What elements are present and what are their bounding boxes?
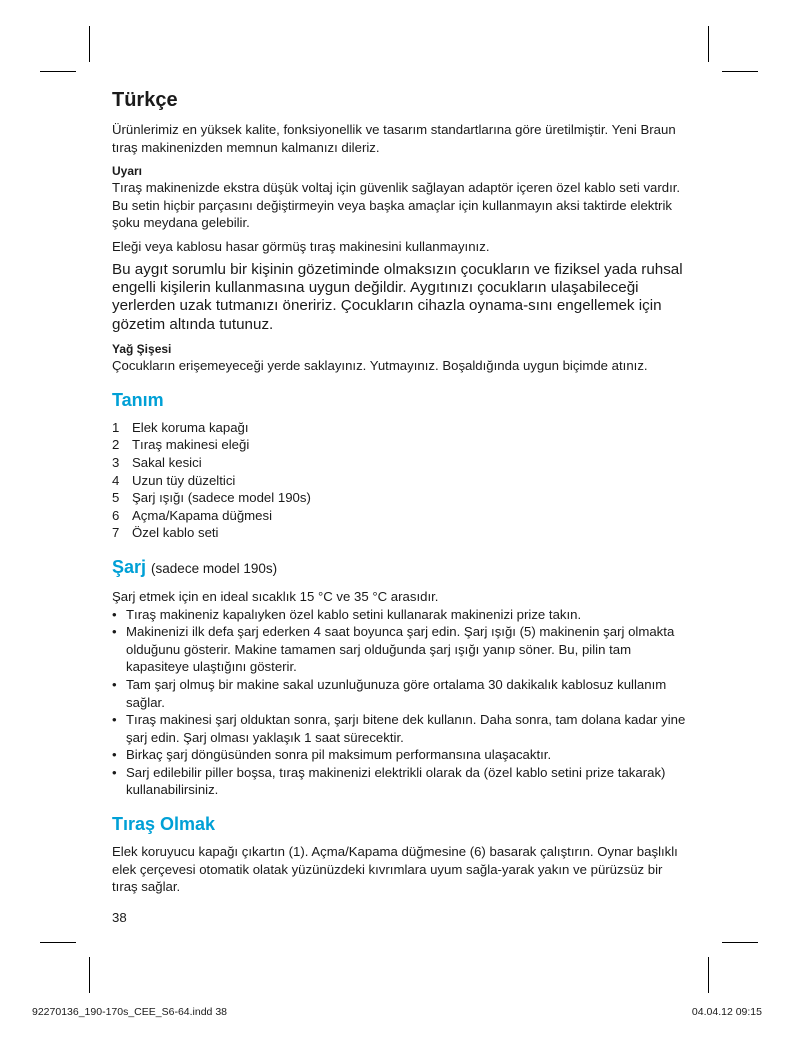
list-item — [112, 472, 687, 490]
item-number: 3 — [112, 454, 120, 470]
crop-mark — [40, 942, 76, 943]
charge-heading-text: Şarj — [112, 556, 147, 577]
crop-mark — [722, 71, 758, 72]
charge-intro: Şarj etmek için en ideal sıcaklık 15 °C ve 35 °C arasıdır. — [112, 588, 439, 604]
bullet-item: • Tam şarj olmuş bir makine sakal uzunluğunuza göre ortalama 30 dakikalık kablosuz kullanım sağlar. — [112, 676, 687, 711]
page-title: Türkçe — [112, 89, 178, 111]
bullet-item: • Sarj edilebilir piller boşsa, tıraş makinenizi elektrikli olarak da (özel kablo setini prize takarak) kullanabilirsiniz. — [112, 764, 687, 799]
charge-heading — [112, 556, 687, 580]
footer-file-info: 92270136_190-170s_CEE_S6-64.indd 38 — [32, 1006, 227, 1018]
crop-mark — [708, 957, 709, 993]
bullet-item: • Birkaç şarj döngüsünden sonra pil maksimum performansına ulaşacaktır. — [112, 746, 687, 764]
item-number: 4 — [112, 472, 120, 488]
warning-heading: Uyarı — [112, 164, 143, 179]
page-number: 38 — [112, 910, 127, 925]
warning-paragraph: Eleği veya kablosu hasar görmüş tıraş makinesini kullanmayınız. — [112, 238, 490, 254]
item-label: Tıraş makinesi eleği — [132, 437, 250, 453]
bullet-item: • Tıraş makineniz kapalıyken özel kablo setini kullanarak makinenizi prize takın. — [112, 606, 687, 624]
page-content — [112, 88, 687, 896]
shaving-paragraph: Elek koruyucu kapağı çıkartın (1). Açma/Kapama düğmesine (6) basarak çalıştırın. Oynar başlıklı elek çerçevesi otomatik olatak yüzünüzdeki kıvrımlara uyum sağla-yarak yakın ve pürüzsüz bir tıraş sağlar. — [112, 844, 678, 895]
list-item — [112, 436, 687, 454]
crop-mark — [708, 26, 709, 62]
list-item — [112, 419, 687, 437]
item-number: 6 — [112, 507, 120, 523]
list-item — [112, 507, 687, 525]
item-label: Sakal kesici — [132, 454, 202, 470]
item-label: Uzun tüy düzeltici — [132, 472, 236, 488]
bullet-item: • Tıraş makinesi şarj olduktan sonra, şarjı bitene dek kullanın. Daha sonra, tam dolana kadar yine şarj edin. Şarj olması yaklaşık 1 saat sürecektir. — [112, 711, 687, 746]
item-number: 7 — [112, 525, 120, 541]
shaving-heading: Tıraş Olmak — [112, 814, 216, 835]
list-item — [112, 524, 687, 542]
list-item — [112, 454, 687, 472]
parts-list — [112, 419, 687, 542]
item-number: 2 — [112, 437, 120, 453]
crop-mark — [89, 26, 90, 62]
warning-paragraph: Tıraş makinenizde ekstra düşük voltaj için güvenlik sağlayan adaptör içeren özel kablo seti vardır. Bu setin hiçbir parçasını değiştirmeyin veya başka amaçlar için kullanmayın aksi taktirde elektrik şoku meydana gelebilir. — [112, 180, 681, 231]
item-number: 1 — [112, 419, 120, 435]
intro-paragraph: Ürünlerimiz en yüksek kalite, fonksiyonellik ve tasarım standartlarına göre üretilmiştir. Yeni Braun tıraş makinenizden memnun kalmanızı dileriz. — [112, 122, 676, 155]
item-label: Açma/Kapama düğmesi — [132, 507, 273, 523]
footer-timestamp: 04.04.12 09:15 — [691, 1006, 762, 1018]
oil-paragraph: Çocukların erişemeyeceği yerde saklayınız. Yutmayınız. Boşaldığında uygun biçimde atınız. — [112, 358, 648, 374]
bullet-item: • Makinenizi ilk defa şarj ederken 4 saat boyunca şarj edin. Şarj ışığı (5) makinenin şarj olmakta olduğunu gösterir. Makine tamamen sarj olduğunda şarj ışığı yanıp söner. Bu, pilin tam kapasiteye ulaştığını gösterir. — [112, 623, 687, 676]
crop-mark — [40, 71, 76, 72]
charge-bullets — [112, 606, 687, 800]
item-label: Elek koruma kapağı — [132, 419, 249, 435]
list-item — [112, 489, 687, 507]
item-number: 5 — [112, 490, 120, 506]
description-heading: Tanım — [112, 389, 164, 410]
oil-heading: Yağ Şişesi — [112, 342, 172, 357]
item-label: Özel kablo seti — [132, 525, 219, 541]
charge-heading-suffix: (sadece model 190s) — [151, 560, 278, 576]
item-label: Şarj ışığı (sadece model 190s) — [132, 490, 311, 506]
crop-mark — [89, 957, 90, 993]
crop-mark — [722, 942, 758, 943]
warning-paragraph-large: Bu aygıt sorumlu bir kişinin gözetiminde olmaksızın çocukların ve fiziksel yada ruhsal engelli kişilerin kullanmasına uygun değildir. Aygıtınızı çocukların ulaşabileceği yerlerden uzak tutmanızı öneririz. Çocukların cihazla oynama-sını engellemek için gözetim altında tutunuz. — [112, 260, 683, 333]
